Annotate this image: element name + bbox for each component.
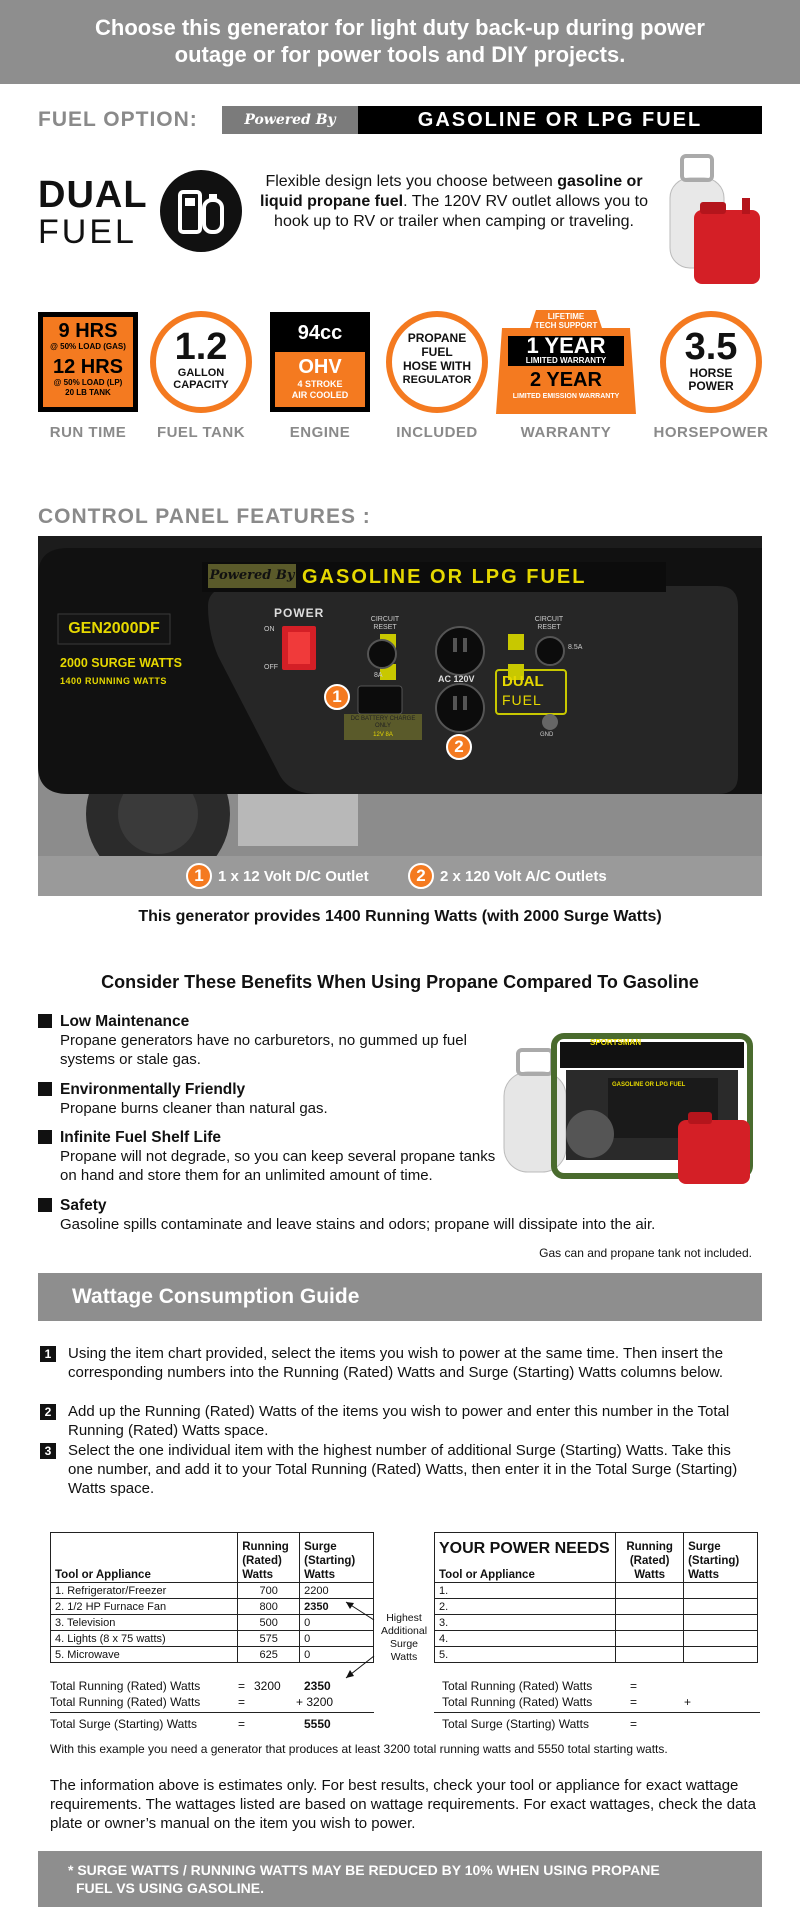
fuel-pump-icon — [160, 170, 242, 252]
run-time-badge — [38, 312, 138, 412]
included-label: INCLUDED — [396, 424, 478, 441]
panel-amp-8: 8A — [374, 672, 383, 679]
wattage-guide-title: Wattage Consumption Guide — [38, 1273, 762, 1321]
example-requirement-note: With this example you need a generator that produces at least 3200 total running watts and 5550 total starting watts. — [50, 1742, 668, 1756]
total-running-eq-2: = — [238, 1695, 246, 1709]
panel-power-label: POWER — [274, 606, 325, 620]
surge-warning-line1: * SURGE WATTS / RUNNING WATTS MAY BE REDUCED BY 10% WHEN USING PROPANE — [68, 1862, 660, 1878]
total-running-value: 3200 — [254, 1679, 281, 1693]
panel-dual: DUAL — [502, 673, 544, 690]
powered-by-label: Powered By — [222, 106, 358, 134]
panel-model: GEN2000DF — [68, 620, 160, 637]
table-row — [435, 1647, 758, 1663]
example-totals — [50, 1678, 374, 1734]
needs-row-number: 5. — [435, 1647, 616, 1663]
needs-surge-input[interactable] — [684, 1631, 758, 1647]
included-line2: FUEL — [421, 345, 453, 359]
run-time-lp-hours: 12 HRS — [52, 356, 124, 378]
needs-surge-input[interactable] — [684, 1583, 758, 1599]
dual-fuel-intro — [254, 172, 654, 232]
needs-total-running-eq-2: = — [630, 1695, 638, 1709]
outlets-legend — [38, 856, 762, 896]
running-watts-note: This generator provides 1400 Running Watts (with 2000 Surge Watts) — [138, 908, 662, 925]
warranty-1-year-sub: LIMITED WARRANTY — [525, 356, 607, 365]
warranty-2-year-sub: LIMITED EMISSION WARRANTY — [512, 393, 620, 400]
fuel-option-bar — [38, 106, 762, 134]
horsepower-label: HORSEPOWER — [653, 424, 769, 441]
benefit-title: Environmentally Friendly — [38, 1080, 508, 1099]
run-time-gas-load: @ 50% LOAD (GAS) — [50, 342, 126, 351]
included-badge — [386, 311, 488, 413]
dual-fuel-logo-dual: DUAL — [38, 174, 148, 216]
dual-fuel-logo-fuel: FUEL — [38, 213, 137, 251]
panel-powered-by: Powered By — [209, 568, 295, 583]
fuel-type-label: GASOLINE OR LPG FUEL — [358, 106, 762, 134]
needs-row-number: 2. — [435, 1599, 616, 1615]
outlet-2-marker: 2 — [446, 734, 472, 760]
engine-badge — [270, 312, 370, 412]
intro-text-pre: Flexible design lets you choose between — [265, 173, 558, 190]
surge-cell: 0 — [300, 1631, 374, 1647]
wattage-step — [40, 1344, 760, 1382]
running-cell: 700 — [238, 1583, 300, 1599]
panel-running-watts: 1400 RUNNING WATTS — [60, 676, 167, 686]
step-text: Select the one individual item with the highest number of additional Surge (Starting) Watts. Take this one number, and add it to your Total Running (Rated) Watts, then enter it in the Total Surge (Starting) Watts space. — [68, 1442, 738, 1497]
not-included-note: Gas can and propane tank not included. — [539, 1246, 752, 1260]
outlet-2-text: 2 x 120 Volt A/C Outlets — [440, 867, 607, 885]
engine-cc: 94cc — [297, 322, 343, 344]
warranty-tech-support: TECH SUPPORT — [534, 321, 598, 330]
power-needs-title: YOUR POWER NEEDS — [439, 1540, 610, 1557]
surge-cell: 0 — [300, 1615, 374, 1631]
col-tool-header: Tool or Appliance — [51, 1533, 238, 1583]
panel-dc-amp: 12V 8A — [373, 732, 393, 738]
surge-cell: 2200 — [300, 1583, 374, 1599]
horsepower-sub1: HORSE — [689, 366, 733, 380]
step-text: Using the item chart provided, select the items you wish to power at the same time. Then insert the corresponding numbers into the Running (Rated) Watts and Surge (Starting) Watts columns below. — [68, 1345, 724, 1381]
needs-running-input[interactable] — [616, 1647, 684, 1663]
fuel-option-label: FUEL OPTION: — [38, 108, 198, 131]
outlet-2-badge: 2 — [408, 863, 434, 889]
control-panel-photo — [38, 536, 762, 856]
running-cell: 575 — [238, 1631, 300, 1647]
col-running-header: Running (Rated) Watts — [238, 1533, 300, 1583]
needs-running-input[interactable] — [616, 1583, 684, 1599]
warranty-2-year: 2 YEAR — [530, 369, 602, 391]
needs-total-running-label: Total Running (Rated) Watts — [442, 1679, 593, 1693]
banner-line-1: Choose this generator for light duty back-up during power — [95, 15, 705, 40]
needs-total-surge-eq: = — [630, 1717, 638, 1731]
benefit-description: Propane will not degrade, so you can keep several propane tanks on hand and store them for an unlimited amount of time. — [60, 1148, 496, 1184]
table-row — [51, 1631, 374, 1647]
fuel-tank-label: FUEL TANK — [156, 424, 246, 441]
warranty-1-year: 1 YEAR — [526, 333, 606, 358]
step-number: 2 — [40, 1404, 56, 1420]
outlet-1-marker: 1 — [324, 684, 350, 710]
intro-text-bold: gasoline or liquid propane fuel — [260, 173, 643, 210]
running-cell: 500 — [238, 1615, 300, 1631]
warranty-label: WARRANTY — [520, 424, 612, 441]
panel-amp-8-5: 8.5A — [568, 644, 583, 651]
needs-surge-input[interactable] — [684, 1599, 758, 1615]
control-panel-title: CONTROL PANEL FEATURES : — [38, 505, 371, 528]
running-cell: 800 — [238, 1599, 300, 1615]
needs-running-input[interactable] — [616, 1615, 684, 1631]
total-running-label-2: Total Running (Rated) Watts — [50, 1695, 201, 1709]
surge-cell: 0 — [300, 1647, 374, 1663]
col-surge-header: Surge (Starting) Watts — [300, 1533, 374, 1583]
included-line3: HOSE WITH — [403, 359, 471, 373]
total-running-label: Total Running (Rated) Watts — [50, 1679, 201, 1693]
surge-cell: 2350 — [300, 1599, 374, 1615]
panel-fuel-label: GASOLINE OR LPG FUEL — [302, 566, 587, 588]
needs-tool-header: Tool or Appliance — [439, 1569, 535, 1581]
tool-cell: 4. Lights (8 x 75 watts) — [51, 1631, 238, 1647]
engine-stroke: 4 STROKE — [297, 379, 343, 389]
needs-plus: + — [684, 1695, 692, 1709]
fuel-tank-badge — [150, 311, 252, 413]
fuel-tank-sub1: GALLON — [177, 367, 225, 379]
run-time-tank-size: 20 LB TANK — [65, 388, 111, 397]
surge-warning-line2: FUEL VS USING GASOLINE. — [76, 1880, 264, 1896]
step-number: 3 — [40, 1443, 56, 1459]
fuel-tank-sub2: CAPACITY — [173, 379, 229, 391]
example-wattage-table — [50, 1532, 374, 1663]
total-surge-value: 5550 — [304, 1717, 331, 1731]
needs-total-surge-label: Total Surge (Starting) Watts — [442, 1717, 589, 1731]
table-row — [435, 1599, 758, 1615]
generator-brand: SPORTSMAN — [590, 1038, 642, 1047]
tool-cell: 3. Television — [51, 1615, 238, 1631]
benefit-item — [38, 1080, 508, 1118]
outlet-1-badge: 1 — [186, 863, 212, 889]
horsepower-sub2: POWER — [688, 379, 734, 393]
needs-col-tool-header — [435, 1533, 616, 1583]
benefits-title: Consider These Benefits When Using Propane Compared To Gasoline — [101, 972, 699, 992]
benefit-title: Safety — [38, 1196, 738, 1215]
surge-warning-bar — [38, 1851, 762, 1907]
panel-off-label: OFF — [264, 664, 278, 671]
tool-cell: 2. 1/2 HP Furnace Fan — [51, 1599, 238, 1615]
needs-col-running-header: Running (Rated) Watts — [616, 1533, 684, 1583]
total-surge-label: Total Surge (Starting) Watts — [50, 1717, 197, 1731]
wattage-step — [40, 1441, 760, 1498]
generator-fuel-label: GASOLINE OR LPG FUEL — [612, 1082, 686, 1088]
horsepower-badge — [660, 311, 762, 413]
run-time-label: RUN TIME — [49, 424, 127, 441]
engine-cooling: AIR COOLED — [291, 390, 349, 400]
included-line4: REGULATOR — [402, 374, 472, 386]
step-text: Add up the Running (Rated) Watts of the items you wish to power and enter this number in the Total Running (Rated) Watts space. — [68, 1403, 730, 1439]
included-line1: PROPANE — [407, 331, 467, 345]
outlet-1-text: 1 x 12 Volt D/C Outlet — [218, 867, 369, 885]
needs-totals — [440, 1678, 760, 1734]
plus-running-value: + 3200 — [296, 1695, 334, 1709]
total-surge-eq: = — [238, 1717, 246, 1731]
fuel-tank-value: 1.2 — [174, 326, 228, 368]
panel-circuit-reset-1: CIRCUIT RESET — [370, 616, 400, 631]
run-time-lp-load: @ 50% LOAD (LP) — [53, 378, 123, 387]
benefit-description: Gasoline spills contaminate and leave stains and odors; propane will dissipate into the air. — [60, 1216, 656, 1233]
run-time-gas-hours: 9 HRS — [58, 320, 118, 342]
needs-col-surge-header: Surge (Starting) Watts — [684, 1533, 758, 1583]
estimate-disclaimer: The information above is estimates only. For best results, check your tool or appliance for exact wattage requirements. The wattages listed are based on wattage requirements. For exact wattages, check the data plate or owner’s manual on the item you wish to power. — [50, 1777, 756, 1832]
engine-ohv: OHV — [298, 356, 342, 378]
benefit-item — [38, 1012, 508, 1069]
tool-cell: 5. Microwave — [51, 1647, 238, 1663]
table-row — [435, 1615, 758, 1631]
benefit-description: Propane generators have no carburetors, no gummed up fuel systems or stale gas. — [60, 1032, 467, 1068]
engine-label: ENGINE — [289, 424, 351, 441]
benefit-title: Low Maintenance — [38, 1012, 508, 1031]
needs-row-number: 3. — [435, 1615, 616, 1631]
power-needs-table — [434, 1532, 758, 1663]
panel-dc-note: DC BATTERY CHARGE ONLY — [350, 716, 416, 729]
running-cell: 625 — [238, 1647, 300, 1663]
needs-surge-input[interactable] — [684, 1647, 758, 1663]
needs-surge-input[interactable] — [684, 1615, 758, 1631]
horsepower-value: 3.5 — [684, 326, 738, 368]
benefit-item — [38, 1128, 508, 1185]
intro-text-post: . The 120V RV outlet allows you to hook up to RV or trailer when camping or traveling. — [274, 193, 648, 230]
benefit-description: Propane burns cleaner than natural gas. — [60, 1100, 328, 1117]
needs-running-input[interactable] — [616, 1599, 684, 1615]
panel-surge-watts: 2000 SURGE WATTS — [60, 656, 183, 670]
warranty-lifetime: LIFETIME — [547, 312, 585, 321]
table-row — [435, 1583, 758, 1599]
tool-cell: 1. Refrigerator/Freezer — [51, 1583, 238, 1599]
banner-line-2: outage or for power tools and DIY projects. — [174, 42, 626, 67]
table-row — [435, 1631, 758, 1647]
generator-with-tank-image — [500, 1026, 756, 1190]
benefit-item — [38, 1196, 738, 1234]
panel-gnd: GND — [540, 732, 554, 738]
needs-row-number: 4. — [435, 1631, 616, 1647]
needs-total-running-eq: = — [630, 1679, 638, 1693]
needs-running-input[interactable] — [616, 1631, 684, 1647]
panel-fuel: FUEL — [502, 692, 542, 708]
table-row — [51, 1583, 374, 1599]
table-row — [51, 1599, 374, 1615]
top-banner — [0, 0, 800, 84]
highest-surge-note: Highest Additional Surge Watts — [380, 1612, 428, 1663]
benefit-title: Infinite Fuel Shelf Life — [38, 1128, 508, 1147]
step-number: 1 — [40, 1346, 56, 1362]
highest-surge-value: 2350 — [304, 1679, 331, 1693]
total-running-eq: = — [238, 1679, 246, 1693]
warranty-badge — [496, 310, 636, 414]
needs-total-running-label-2: Total Running (Rated) Watts — [442, 1695, 593, 1709]
panel-ac-label: AC 120V — [438, 674, 475, 684]
needs-row-number: 1. — [435, 1583, 616, 1599]
wattage-step — [40, 1402, 760, 1440]
panel-on-label: ON — [264, 626, 275, 633]
table-row — [51, 1647, 374, 1663]
panel-circuit-reset-2: CIRCUIT RESET — [534, 616, 564, 631]
propane-tank-and-gas-can-image — [660, 150, 770, 288]
table-row — [51, 1615, 374, 1631]
